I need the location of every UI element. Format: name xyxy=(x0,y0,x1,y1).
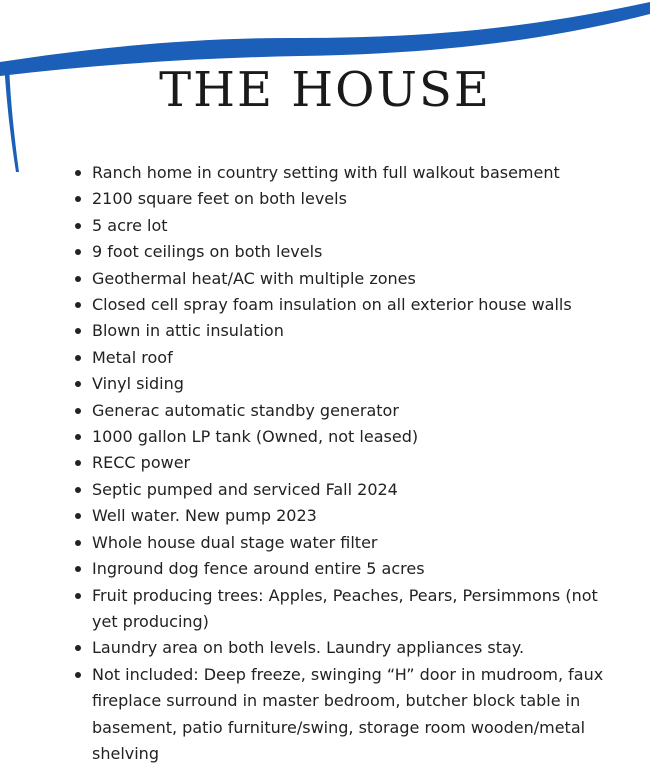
list-item: Generac automatic standby generator xyxy=(0,398,650,424)
list-item: 1000 gallon LP tank (Owned, not leased) xyxy=(0,424,650,450)
feature-list xyxy=(0,160,650,767)
list-item: Septic pumped and serviced Fall 2024 xyxy=(0,477,650,503)
list-item: 2100 square feet on both levels xyxy=(0,186,650,212)
list-item: Not included: Deep freeze, swinging “H” door in mudroom, faux fireplace surround in master bedroom, butcher block table in basement, patio furniture/swing, storage room wooden/metal shelving xyxy=(0,662,650,767)
list-item: Ranch home in country setting with full walkout basement xyxy=(0,160,650,186)
list-item: RECC power xyxy=(0,450,650,476)
list-item: Inground dog fence around entire 5 acres xyxy=(0,556,650,582)
list-item: Well water. New pump 2023 xyxy=(0,503,650,529)
list-item: 5 acre lot xyxy=(0,213,650,239)
list-item: 9 foot ceilings on both levels xyxy=(0,239,650,265)
list-item: Geothermal heat/AC with multiple zones xyxy=(0,266,650,292)
list-item: Laundry area on both levels. Laundry appliances stay. xyxy=(0,635,650,661)
list-item: Whole house dual stage water filter xyxy=(0,530,650,556)
list-item: Blown in attic insulation xyxy=(0,318,650,344)
page-title: THE HOUSE xyxy=(159,62,491,118)
list-item: Closed cell spray foam insulation on all exterior house walls xyxy=(0,292,650,318)
list-item: Fruit producing trees: Apples, Peaches, Pears, Persimmons (not yet producing) xyxy=(0,583,650,636)
list-item: Metal roof xyxy=(0,345,650,371)
list-item: Vinyl siding xyxy=(0,371,650,397)
